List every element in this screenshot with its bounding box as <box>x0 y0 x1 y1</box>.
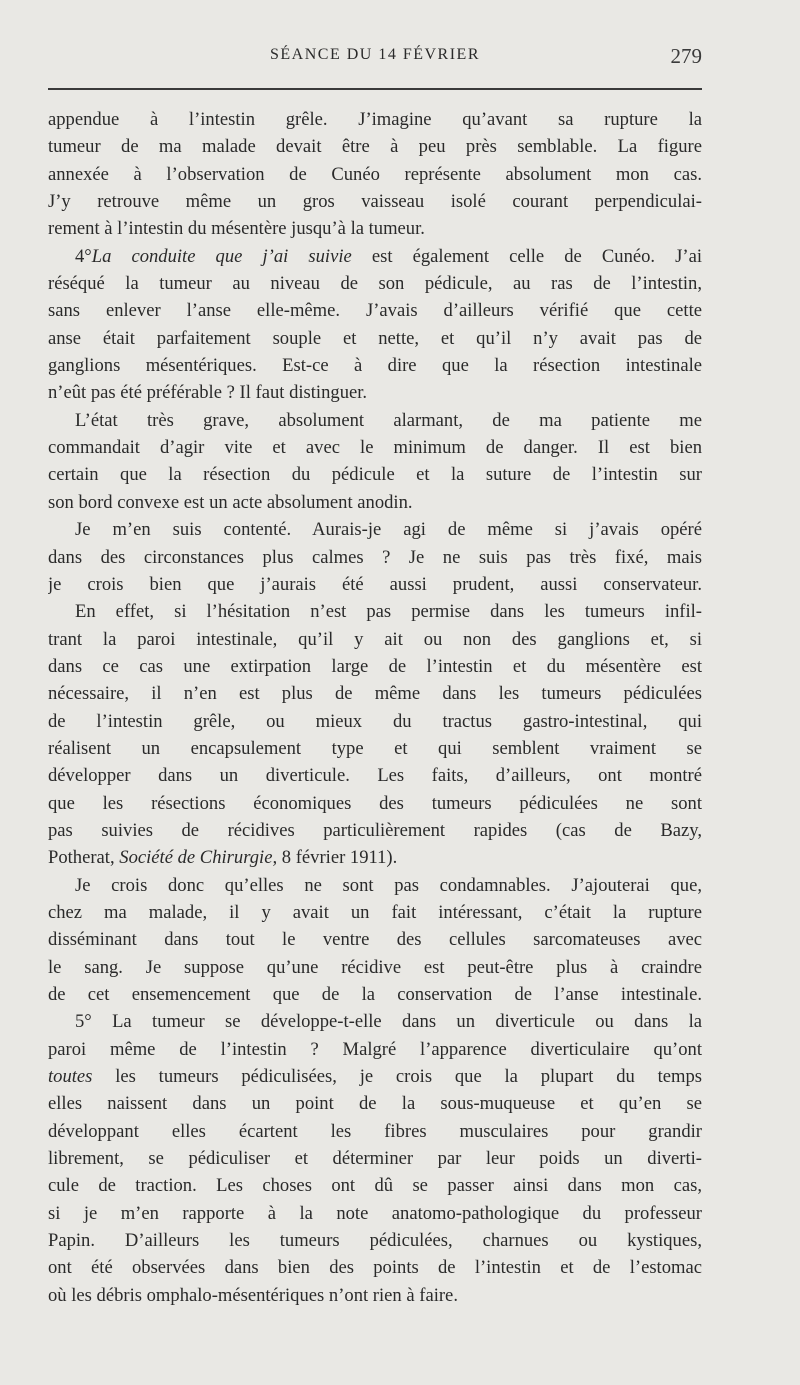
text-line: ont été observées dans bien des points de l’intestin et de l’estomac <box>48 1257 702 1279</box>
text-line: si je m’en rapporte à la note anatomo-pathologique du professeur <box>48 1202 702 1224</box>
text-line: commandait d’agir vite et avec le minimum de danger. Il est bien <box>48 437 702 459</box>
italic-phrase: La conduite que j’ai suivie <box>91 245 352 267</box>
text-line: Je m’en suis contenté. Aurais-je agi de même si j’avais opéré <box>75 519 702 541</box>
text-line: Papin. D’ailleurs les tumeurs pédiculées, charnues ou kystiques, <box>48 1230 702 1252</box>
text-line: n’eût pas été préférable ? Il faut distinguer. <box>48 382 368 404</box>
text-line: ganglions mésentériques. Est-ce à dire que la résection intestinale <box>48 355 702 377</box>
text-line: appendue à l’intestin grêle. J’imagine qu’avant sa rupture la <box>48 109 702 130</box>
text-line: réséqué la tumeur au niveau de son pédicule, au ras de l’intestin, <box>48 273 702 295</box>
text-line: anse était parfaitement souple et nette, et qu’il n’y avait pas de <box>48 327 702 349</box>
running-header <box>48 46 702 76</box>
text-line: disséminant dans tout le ventre des cellules sarcomateuses avec <box>48 929 702 951</box>
italic-word: toutes <box>48 1066 93 1088</box>
section-number: 4° <box>75 245 92 267</box>
text-line: librement, se pédiculiser et déterminer par leur poids un diverti- <box>48 1148 702 1170</box>
text-line: le sang. Je suppose qu’une récidive est peut-être plus à craindre <box>48 956 702 978</box>
text-line: En effet, si l’hésitation n’est pas permise dans les tumeurs infil- <box>75 601 702 623</box>
text-line: développant elles écartent les fibres musculaires pour grandir <box>48 1120 702 1142</box>
text-line <box>48 844 702 871</box>
text-line: chez ma malade, il y avait un fait intéressant, c’était la rupture <box>48 901 702 923</box>
text-line: dans des circonstances plus calmes ? Je ne suis pas très fixé, mais <box>48 546 702 568</box>
text-line: je crois bien que j’aurais été aussi prudent, aussi conservateur. <box>48 573 702 595</box>
text-line: cule de traction. Les choses ont dû se passer ainsi dans mon cas, <box>48 1175 702 1197</box>
text-line: paroi même de l’intestin ? Malgré l’apparence diverticulaire qu’ont <box>48 1038 702 1060</box>
text-line: elles naissent dans un point de la sous-muqueuse et qu’en se <box>48 1093 702 1115</box>
header-rule <box>48 88 702 90</box>
text-line: pas suivies de récidives particulièrement rapides (cas de Bazy, <box>48 819 702 841</box>
page-number: 279 <box>670 44 702 68</box>
text-line: L’état très grave, absolument alarmant, de ma patiente me <box>75 409 702 431</box>
body-text <box>48 106 702 1309</box>
text-line: nécessaire, il n’en est plus de même dans les tumeurs pédiculées <box>48 683 702 705</box>
text-line: Je crois donc qu’elles ne sont pas condamnables. J’ajouterai que, <box>75 874 702 896</box>
text-line: développer dans un diverticule. Les faits, d’ailleurs, ont montré <box>48 765 702 787</box>
text-line: rement à l’intestin du mésentère jusqu’à la tumeur. <box>48 218 425 240</box>
text-fragment: 8 février 1911). <box>281 847 398 869</box>
text-line: de l’intestin grêle, ou mieux du tractus gastro-intestinal, qui <box>48 710 702 732</box>
text-line: réalisent un encapsulement type et qui semblent vraiment se <box>48 737 702 759</box>
text-line: dans ce cas une extirpation large de l’intestin et du mésentère est <box>48 655 702 677</box>
text-line: sans enlever l’anse elle-même. J’avais d’ailleurs vérifié que cette <box>48 300 702 322</box>
text-line: de cet ensemencement que de la conservation de l’anse intestinale. <box>48 984 702 1005</box>
text-line <box>48 1063 702 1090</box>
text-line: annexée à l’observation de Cunéo représente absolument mon cas. <box>48 163 702 185</box>
text-line: son bord convexe est un acte absolument anodin. <box>48 491 413 513</box>
italic-citation: Société de Chirurgie, <box>119 847 278 869</box>
text-fragment: Potherat, <box>48 847 115 869</box>
text-line: que les résections économiques des tumeurs pédiculées ne sont <box>48 792 702 814</box>
text-line: où les débris omphalo-mésentériques n’ont rien à faire. <box>48 1284 458 1306</box>
text-fragment: est également celle de Cunéo. J’ai <box>371 245 702 267</box>
text-line: 5° La tumeur se développe-t-elle dans un diverticule ou dans la <box>75 1011 702 1033</box>
text-line: certain que la résection du pédicule et la suture de l’intestin sur <box>48 464 702 486</box>
text-line <box>48 243 702 270</box>
text-fragment: les tumeurs pédiculisées, je crois que la plupart du temps <box>115 1066 702 1088</box>
text-line: trant la paroi intestinale, qu’il y ait ou non des ganglions et, si <box>48 628 702 650</box>
text-line: tumeur de ma malade devait être à peu près semblable. La figure <box>48 136 702 158</box>
header-title: SÉANCE DU 14 FÉVRIER <box>269 46 480 63</box>
text-line: J’y retrouve même un gros vaisseau isolé courant perpendiculai- <box>48 191 702 213</box>
